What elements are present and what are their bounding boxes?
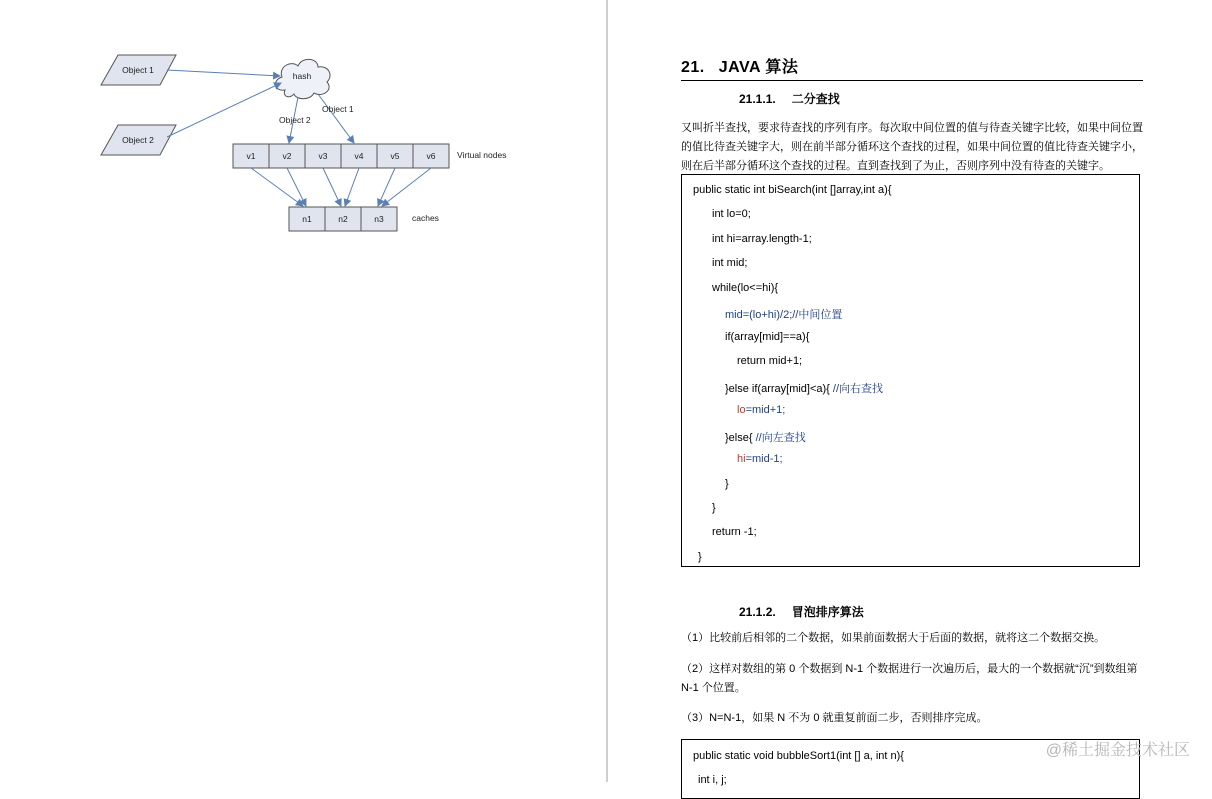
virtual-nodes-label: Virtual nodes [457, 150, 507, 160]
left-page [0, 0, 606, 782]
code-var: hi [737, 453, 746, 465]
code-line: while(lo<=hi){ [712, 282, 779, 294]
binary-search-description: 又叫折半查找，要求待查找的序列有序。每次取中间位置的值与待查关键字比较，如果中间位置的值比待查关键字大，则在前半部分循环这个查找的过程，如果中间位置的值比待查关键字小，则在后半部分循环这个查找的过程。直到查找到了为止，否则序列中没有待查的关键字。 [681, 122, 1143, 172]
arrow-object2-hash [167, 83, 281, 137]
code-line: public static int biSearch(int []array,int a){ [693, 184, 892, 196]
code-line [725, 380, 883, 396]
vnode-v3: v3 [318, 151, 328, 161]
code-line-comment: mid=(lo+hi)/2;//中间位置 [725, 309, 843, 321]
object2-node [101, 125, 176, 155]
code-line: } [712, 502, 716, 514]
subsection-heading-binary-search [739, 90, 840, 107]
cache-n1: n1 [302, 214, 312, 224]
arrow-v1-n1 [251, 168, 303, 206]
arrow-v2-n1 [287, 168, 306, 206]
code-line [737, 404, 785, 416]
subsection-heading-bubble-sort [739, 603, 864, 620]
section-heading [681, 54, 1143, 81]
vnode-v4: v4 [354, 151, 364, 161]
arrow-object1-hash [167, 70, 280, 76]
caches-row [289, 207, 397, 231]
vnode-v1: v1 [246, 151, 256, 161]
code-comment: //向左查找 [755, 432, 806, 444]
subsection-number: 21.1.2. [739, 605, 776, 619]
code-text: =mid+1; [745, 404, 786, 416]
arrow-v5-n3 [378, 168, 395, 206]
arrow-hash-v4 [318, 94, 354, 143]
vnode-v2: v2 [282, 151, 292, 161]
right-page [608, 0, 1212, 786]
bubble-sort-step-3: （3）N=N-1，如果 N 不为 0 就重复前面二步，否则排序完成。 [681, 712, 988, 724]
edge-label-object2: Object 2 [279, 115, 311, 125]
consistent-hash-diagram [0, 0, 606, 260]
section-number: 21. [681, 59, 705, 76]
object2-label: Object 2 [122, 135, 154, 145]
hash-label: hash [292, 71, 312, 81]
subsection-title: 二分查找 [791, 92, 840, 106]
cache-n3: n3 [374, 214, 384, 224]
object1-node [101, 55, 176, 85]
hash-cloud [276, 59, 331, 98]
code-line: int hi=array.length-1; [712, 233, 812, 245]
binary-search-code-block [681, 174, 1140, 567]
code-line: } [698, 551, 702, 563]
code-line: int mid; [712, 257, 748, 269]
object1-label: Object 1 [122, 65, 154, 75]
subsection-number: 21.1.1. [739, 92, 776, 106]
virtual-nodes-row [233, 144, 449, 168]
code-line: public static void bubbleSort1(int [] a, int n){ [693, 750, 904, 762]
bubble-sort-step-1: （1）比较前后相邻的二个数据，如果前面数据大于后面的数据，就将这二个数据交换。 [681, 632, 1106, 644]
code-text: =mid-1; [745, 453, 783, 465]
arrow-v6-n3 [382, 168, 431, 206]
code-line: return -1; [712, 526, 757, 538]
edge-label-object1: Object 1 [322, 104, 354, 114]
code-line: int i, j; [698, 774, 727, 786]
code-text: }else{ [725, 432, 756, 444]
code-line: int lo=0; [712, 208, 751, 220]
caches-label: caches [412, 213, 439, 223]
code-line [737, 453, 783, 465]
code-line: if(array[mid]==a){ [725, 331, 810, 343]
section-title: JAVA 算法 [718, 59, 799, 76]
arrow-v4-n2 [345, 168, 359, 206]
vnode-v5: v5 [390, 151, 400, 161]
watermark: @稀土掘金技术社区 [1045, 742, 1190, 759]
bubble-sort-step-2: （2）这样对数组的第 0 个数据到 N-1 个数据进行一次遍历后，最大的一个数据就“沉”到数组第 N-1 个位置。 [681, 663, 1138, 694]
code-text: }else if(array[mid]<a){ [725, 383, 833, 395]
code-line: return mid+1; [737, 355, 803, 367]
code-comment: //向右查找 [832, 383, 884, 395]
subsection-title: 冒泡排序算法 [791, 605, 864, 619]
code-line: } [725, 478, 729, 490]
vnode-v6: v6 [426, 151, 436, 161]
cache-n2: n2 [338, 214, 348, 224]
arrow-v3-n2 [323, 168, 341, 206]
code-var: lo [737, 404, 746, 416]
code-line [725, 429, 806, 445]
